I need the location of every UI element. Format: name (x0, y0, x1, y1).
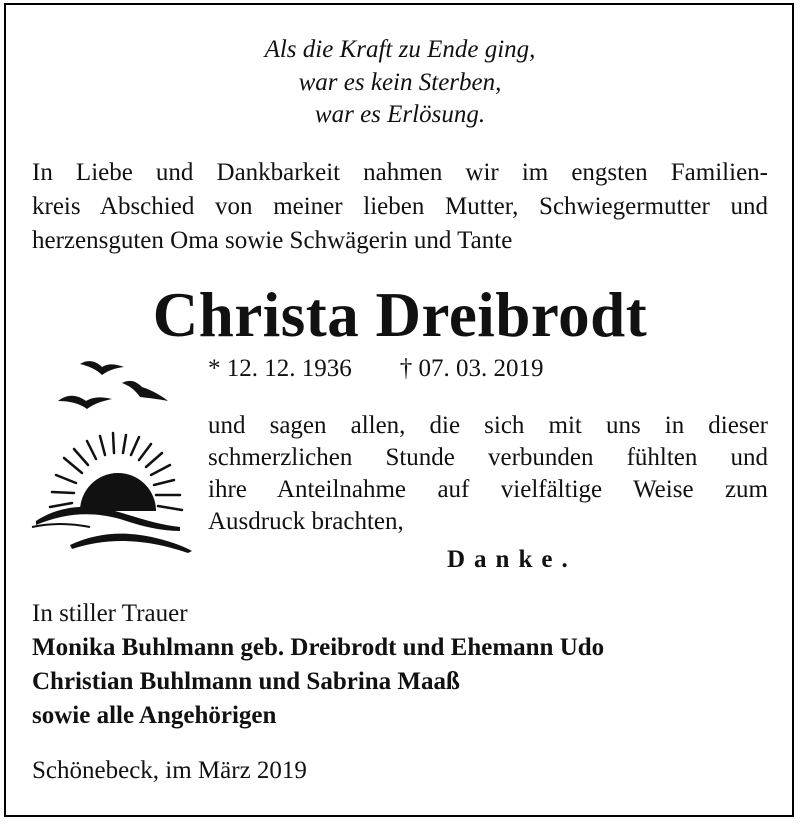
sunset-with-birds-icon (30, 355, 200, 555)
intro-text (32, 156, 768, 258)
poem (0, 34, 800, 132)
mourner-name: sowie alle Angehörigen (32, 702, 277, 729)
thanks-line: Ausdruck brachten, (208, 508, 404, 535)
deceased-name: Christa Dreibrodt (152, 280, 648, 350)
poem-line: war es Erlösung. (314, 101, 486, 128)
mourners-heading: In stiller Trauer (32, 600, 188, 627)
death-date: † 07. 03. 2019 (399, 355, 544, 382)
life-dates (208, 353, 544, 385)
thanks-line: ihre Anteilnahme auf vielfältige Weise zum (208, 476, 768, 503)
mourner-name: Christian Buhlmann und Sabrina Maaß (32, 668, 460, 695)
poem-line: war es kein Sterben, (298, 68, 502, 96)
place-date: Schönebeck, im März 2019 (32, 757, 307, 784)
thanks-line: und sagen allen, die sich mit uns in dieser (208, 412, 768, 439)
thanks-text (208, 410, 768, 538)
danke-closing: Danke. (447, 546, 577, 573)
intro-line: kreis Abschied von meiner lieben Mutter, Schwiegermutter und (32, 193, 768, 220)
intro-line: In Liebe und Dankbarkeit nahmen wir im engsten Familien- (32, 159, 768, 186)
thanks-line: schmerzlichen Stunde verbunden fühlten und (208, 444, 768, 471)
birth-date: * 12. 12. 1936 (208, 355, 352, 382)
mourner-name: Monika Buhlmann geb. Dreibrodt und Ehemann Udo (32, 634, 605, 661)
intro-line: herzensguten Oma sowie Schwägerin und Tante (32, 227, 513, 254)
mourners-block (32, 597, 604, 733)
poem-line: Als die Kraft zu Ende ging, (264, 36, 536, 63)
